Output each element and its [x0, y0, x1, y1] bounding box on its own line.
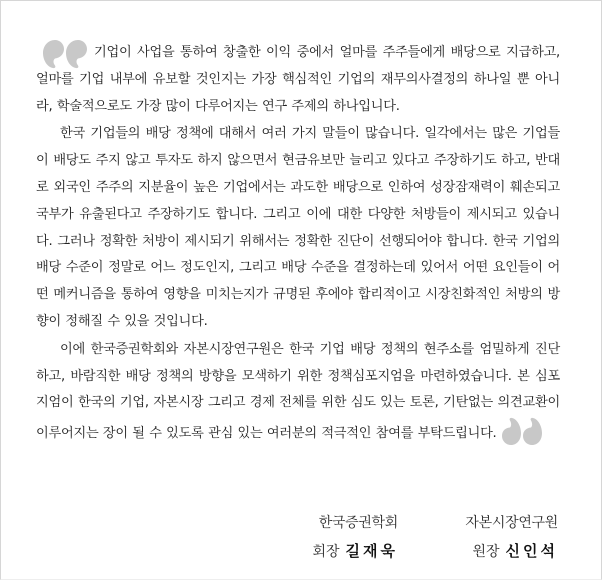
paragraph-invitation	[36, 337, 560, 448]
signature-role: 원장	[472, 544, 500, 560]
close-quote-icon	[501, 417, 543, 447]
signature-role-line	[465, 536, 558, 567]
paragraph-dividend-debate: 한국 기업들의 배당 정책에 대해서 여러 가지 말들이 많습니다. 일각에서는 많은 기업들이 배당도 주지 않고 투자도 하지 않으면서 현금유보만 늘리고 있다고 주장하기도 하고, 반대로 외국인 주주의 지분율이 높은 기업에서는 과도한 배당으로 인하여 성장잠재력이 훼손되고 국부가 유출된다고 주장하기도 합니다. 그리고 이에 대한 다양한 처방들이 제시되고 있습니다. 그러나 정확한 처방이 제시되기 위해서는 정확한 진단이 선행되어야 합니다. 한국 기업의 배당 수준이 정말로 어느 정도인지, 그리고 배당 수준을 결정하는데 있어서 어떤 요인들이 어떤 메커니즘을 통하여 영향을 미치는지가 규명된 후에야 합리적이고 시장친화적인 처방의 방향이 정해질 수 있을 것입니다.	[36, 126, 560, 329]
signature-org: 한국증권학회	[318, 515, 398, 531]
signature-block	[0, 510, 602, 570]
signature-role-line	[312, 536, 398, 567]
signature-org: 자본시장연구원	[465, 515, 558, 531]
signature-name: 신인석	[505, 542, 558, 560]
signature-korea-securities-association	[312, 510, 398, 567]
signature-capital-market-institute	[465, 510, 558, 567]
signature-name: 길재욱	[345, 542, 398, 560]
paragraph-intro: 기업이 사업을 통하여 창출한 이익 중에서 얼마를 주주들에게 배당으로 지급하고, 얼마를 기업 내부에 유보할 것인지는 가장 핵심적인 기업의 재무의사결정의 하나일 뿐 아니라, 학술적으로도 가장 많이 다루어지는 연구 주제의 하나입니다.	[36, 45, 560, 114]
paragraph-invitation-text: 이에 한국증권학회와 자본시장연구원은 한국 기업 배당 정책의 현주소를 엄밀하게 진단하고, 바람직한 배당 정책의 방향을 모색하기 위한 정책심포지엄을 마련하였습니다. 본 심포지엄이 한국의 기업, 자본시장 그리고 경제 전체를 위한 심도 있는 토론, 기탄없는 의견교환이 이루어지는 장이 될 수 있도록 관심 있는 여러분의 적극적인 참여를 부탁드립니다.	[36, 341, 560, 442]
signature-role: 회장	[312, 544, 340, 560]
message-body	[36, 40, 560, 449]
